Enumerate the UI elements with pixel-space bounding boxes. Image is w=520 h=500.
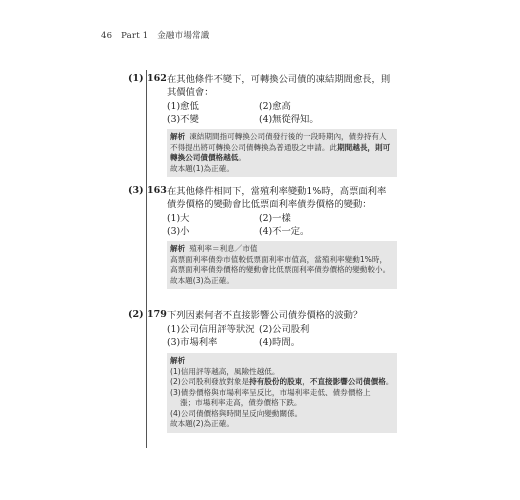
conclusion: 故本題(3)為正確。 bbox=[170, 275, 234, 285]
explanation-box bbox=[167, 129, 397, 177]
explanation-text: 凍結期間指可轉換公司債發行後的一段時期內，債券持有人不得提出將可轉換公司債轉換為普通股之申請。此 bbox=[170, 132, 387, 152]
conclusion: 故本題(1)為正確。 bbox=[170, 163, 234, 173]
question-options bbox=[167, 212, 395, 238]
explanation-item-2 bbox=[170, 377, 394, 388]
answer-label: (3) bbox=[128, 185, 144, 196]
explanation-item-3: (3)債券價格與市場利率呈反比，市場利率走低、債券價格上 bbox=[170, 387, 371, 397]
question-number: 179 bbox=[147, 309, 167, 320]
explanation-item-3-cont: 漲；市場利率走高，債券價格下跌。 bbox=[180, 398, 302, 407]
option-2: (2)公司股利 bbox=[259, 324, 310, 335]
option-3: (3)小 bbox=[167, 226, 190, 237]
question-stem: 在其他條件不變下，可轉換公司債的凍結期間愈長，則其價值會： bbox=[167, 74, 391, 98]
part-label: Part 1 bbox=[121, 31, 149, 41]
explanation-tag: 解析 bbox=[170, 356, 186, 365]
option-1: (1)大 bbox=[167, 213, 190, 224]
vertical-divider bbox=[146, 70, 147, 448]
question-stem: 在其他條件相同下，當殖利率變動1%時，高票面利率債券價格的變動會比低票面利率債券價格的變動： bbox=[167, 186, 387, 210]
answer-label: (2) bbox=[128, 309, 144, 320]
explanation-text-end: 。 bbox=[238, 153, 246, 162]
page-header bbox=[101, 29, 215, 41]
explanation-tag: 解析 bbox=[170, 244, 186, 253]
explanation-box bbox=[167, 241, 397, 289]
item-2-emphasis-1: 持有股份的股東 bbox=[249, 377, 303, 386]
option-1: (1)愈低 bbox=[167, 101, 199, 112]
item-2-text-end: 。 bbox=[385, 377, 394, 386]
question-stem: 下列因素何者不直接影響公司債券價格的波動？ bbox=[167, 310, 363, 321]
option-4: (4)無從得知。 bbox=[259, 114, 319, 125]
section-title: 金融市場常識 bbox=[157, 31, 210, 41]
item-2-emphasis-2: 不直接影響公司債價格 bbox=[309, 377, 386, 386]
question-options bbox=[167, 100, 395, 126]
question-options bbox=[167, 323, 395, 349]
item-2-text: (2)公司股利發放對象是 bbox=[170, 377, 250, 386]
item-2-separator: ， bbox=[302, 377, 310, 386]
explanation-tag: 解析 bbox=[170, 132, 186, 141]
answer-label: (1) bbox=[128, 73, 144, 84]
option-2: (2)一樣 bbox=[259, 213, 291, 224]
explanation-text: 高票面利率債券市值較低票面利率市值高，當殖利率變動1%時，高票面利率債券價格的變動會比低票面利率債券價格的變動較小。 bbox=[170, 254, 391, 274]
explanation-box bbox=[167, 353, 397, 433]
question-number: 163 bbox=[147, 185, 167, 196]
option-4: (4)時間。 bbox=[259, 337, 301, 348]
page-number: 46 bbox=[101, 31, 113, 41]
explanation-emphasis: 期間越長，則可轉換公司債價格越低 bbox=[170, 142, 391, 162]
option-3: (3)市場利率 bbox=[167, 337, 218, 348]
option-3: (3)不變 bbox=[167, 114, 199, 125]
question-number: 162 bbox=[147, 73, 167, 84]
conclusion: 故本題(2)為正確。 bbox=[170, 419, 234, 428]
option-2: (2)愈高 bbox=[259, 101, 291, 112]
explanation-item-4: (4)公司債價格與時間呈反向變動關係。 bbox=[170, 408, 303, 418]
option-4: (4)不一定。 bbox=[259, 226, 310, 237]
explanation-item-1: (1)信用評等越高，風險性越低。 bbox=[170, 366, 280, 376]
explanation-formula: 殖利率＝利息／市值 bbox=[189, 244, 258, 253]
option-1: (1)公司信用評等狀況 bbox=[167, 324, 255, 335]
